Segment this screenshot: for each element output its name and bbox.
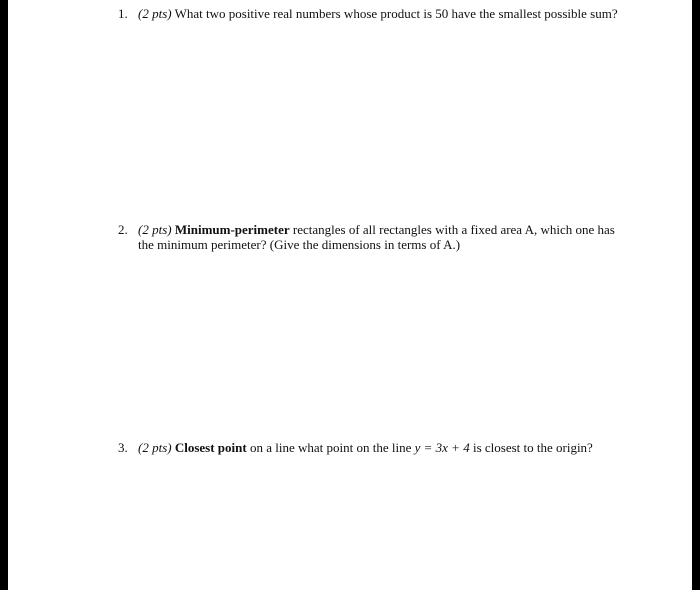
question-number: 3. [118, 440, 128, 455]
question-text-before: on a line what point on the line [249, 440, 412, 455]
question-body [138, 222, 618, 252]
question-equation: y = 3x + 4 [414, 440, 470, 455]
question-term: Closest point [174, 440, 247, 455]
question-points: (2 pts) [138, 222, 172, 237]
question-text: What two positive real numbers whose product is 50 have the smallest possible sum? [174, 6, 618, 21]
question-points: (2 pts) [138, 6, 172, 21]
question-3 [118, 440, 618, 455]
question-number: 2. [118, 222, 128, 237]
question-1 [118, 6, 618, 21]
question-body [138, 6, 618, 21]
question-2 [118, 222, 618, 252]
document-page [8, 0, 692, 590]
question-text-after: is closest to the origin? [472, 440, 593, 455]
question-term: Minimum-perimeter [174, 222, 290, 237]
question-text: rectangles of all rectangles with a fixed area A, which one has the minimum perimeter? (Give the dimensions in terms of A.) [138, 222, 615, 252]
question-number: 1. [118, 6, 128, 21]
question-body [138, 440, 618, 455]
question-points: (2 pts) [138, 440, 172, 455]
